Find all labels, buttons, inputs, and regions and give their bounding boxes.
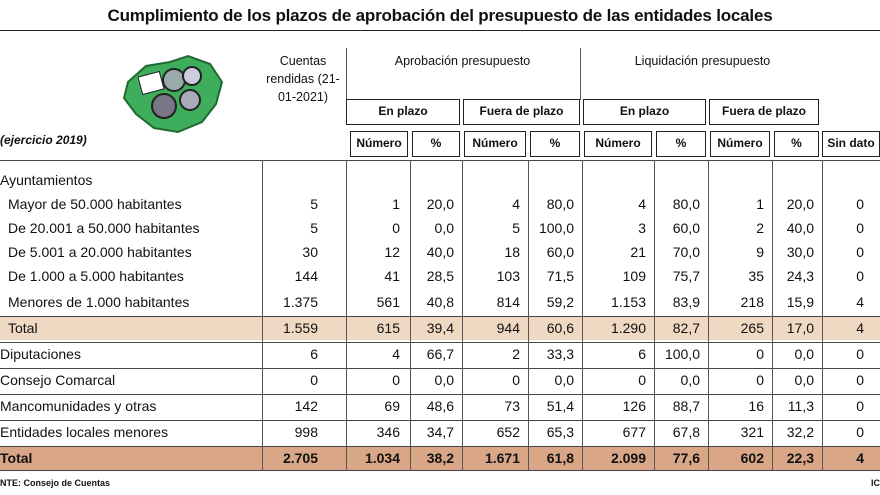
table-cell: 100,0 — [664, 346, 700, 362]
corner-mark: IC — [871, 478, 880, 488]
table-cell: 265 — [740, 320, 764, 336]
table-cell: 0,0 — [554, 372, 574, 388]
table-cell: 67,8 — [672, 424, 700, 440]
column-separator — [346, 160, 347, 470]
table-cell: 59,2 — [546, 294, 574, 310]
row-separator — [0, 420, 880, 421]
table-cell: 70,0 — [672, 244, 700, 260]
table-cell: 88,7 — [672, 398, 700, 414]
table-cell: 39,4 — [426, 320, 454, 336]
table-cell: 4 — [856, 450, 864, 466]
grand-total-row — [0, 446, 880, 470]
table-cell: 109 — [622, 268, 646, 284]
row-label: Total — [0, 450, 33, 466]
table-cell: 30 — [302, 244, 318, 260]
table-cell: 35 — [748, 268, 764, 284]
table-cell: 0 — [756, 372, 764, 388]
table-cell: 40,0 — [786, 220, 814, 236]
header-fuera-plazo-liq: Fuera de plazo — [709, 99, 819, 125]
row-label: Mayor de 50.000 habitantes — [8, 196, 182, 212]
table-cell: 9 — [756, 244, 764, 260]
header-divider — [346, 48, 347, 100]
table-cell: 0,0 — [680, 372, 700, 388]
header-fuera-plazo-aprob: Fuera de plazo — [463, 99, 580, 125]
table-cell: 80,0 — [672, 196, 700, 212]
row-label: Menores de 1.000 habitantes — [8, 294, 190, 310]
row-separator — [0, 368, 880, 369]
table-cell: 677 — [622, 424, 646, 440]
table-cell: 0 — [856, 268, 864, 284]
table-cell: 77,6 — [672, 450, 700, 466]
table-cell: 100,0 — [538, 220, 574, 236]
table-cell: 321 — [740, 424, 764, 440]
table-row — [0, 264, 880, 288]
table-cell: 66,7 — [426, 346, 454, 362]
table-cell: 48,6 — [426, 398, 454, 414]
table-cell: 561 — [376, 294, 400, 310]
table-cell: 5 — [310, 196, 318, 212]
table-row — [0, 240, 880, 264]
ejercicio-label: (ejercicio 2019) — [0, 133, 87, 147]
table-cell: 6 — [638, 346, 646, 362]
row-separator — [0, 446, 880, 447]
table-cell: 652 — [496, 424, 520, 440]
column-separator — [654, 160, 655, 470]
table-cell: 4 — [392, 346, 400, 362]
table-row — [0, 368, 880, 392]
column-separator — [582, 160, 583, 470]
header-pct: % — [774, 131, 819, 157]
table-cell: 1.034 — [364, 450, 400, 466]
table-cell: 71,5 — [546, 268, 574, 284]
table-cell: 126 — [622, 398, 646, 414]
column-separator — [822, 160, 823, 470]
header-en-plazo-liq: En plazo — [583, 99, 706, 125]
table-title: Cumplimiento de los plazos de aprobación del presupuesto de las entidades locales — [107, 6, 773, 25]
table-cell: 22,3 — [786, 450, 814, 466]
table-cell: 40,0 — [426, 244, 454, 260]
row-separator — [0, 342, 880, 343]
row-separator — [0, 394, 880, 395]
header-numero: Número — [710, 131, 770, 157]
source-note: NTE: Consejo de Cuentas — [0, 478, 111, 488]
header-liquidacion: Liquidación presupuesto — [634, 54, 771, 68]
table-cell: 602 — [740, 450, 764, 466]
table-cell: 40,8 — [426, 294, 454, 310]
table-cell: 11,3 — [787, 398, 814, 414]
table-cell: 0 — [856, 424, 864, 440]
table-cell: 60,0 — [672, 220, 700, 236]
column-separator — [462, 160, 463, 470]
table-cell: 0 — [392, 372, 400, 388]
table-cell: 41 — [384, 268, 400, 284]
table-cell: 15,9 — [786, 294, 814, 310]
header-pct: % — [412, 131, 460, 157]
table-cell: 60,6 — [546, 320, 574, 336]
table-cell: 1 — [392, 196, 400, 212]
table-cell: 80,0 — [546, 196, 574, 212]
table-cell: 61,8 — [546, 450, 574, 466]
table-cell: 60,0 — [546, 244, 574, 260]
header-aprobacion: Aprobación presupuesto — [394, 54, 531, 68]
table-cell: 2 — [512, 346, 520, 362]
table-cell: 5 — [512, 220, 520, 236]
table-cell: 1.671 — [484, 450, 520, 466]
table-row — [0, 342, 880, 366]
table-cell: 38,2 — [426, 450, 454, 466]
header-pct: % — [656, 131, 706, 157]
header-pct: % — [530, 131, 580, 157]
table-cell: 3 — [638, 220, 646, 236]
table-cell: 1.559 — [282, 320, 318, 336]
row-label: Consejo Comarcal — [0, 372, 116, 388]
table-cell: 0 — [512, 372, 520, 388]
table-row — [0, 394, 880, 418]
table-cell: 32,2 — [786, 424, 814, 440]
table-cell: 5 — [310, 220, 318, 236]
table-cell: 33,3 — [546, 346, 574, 362]
column-separator — [528, 160, 529, 470]
table-cell: 2 — [756, 220, 764, 236]
table-cell: 24,3 — [786, 268, 814, 284]
header-bottom-rule — [0, 160, 880, 161]
table-cell: 21 — [630, 244, 646, 260]
table-cell: 16 — [748, 398, 764, 414]
table-cell: 0 — [856, 244, 864, 260]
table-cell: 4 — [512, 196, 520, 212]
section-ayuntamientos: Ayuntamientos — [0, 172, 93, 188]
column-separator — [772, 160, 773, 470]
table-cell: 0,0 — [794, 372, 814, 388]
table-cell: 998 — [294, 424, 318, 440]
table-cell: 346 — [376, 424, 400, 440]
header-numero: Número — [350, 131, 408, 157]
table-cell: 6 — [310, 346, 318, 362]
table-cell: 0 — [856, 196, 864, 212]
table-row — [0, 192, 880, 216]
table-cell: 73 — [504, 398, 520, 414]
subtotal-row — [0, 316, 880, 340]
table-cell: 0,0 — [434, 220, 454, 236]
table-cell: 0 — [756, 346, 764, 362]
table-cell: 12 — [384, 244, 400, 260]
table-cell: 814 — [496, 294, 520, 310]
table-cell: 2.099 — [610, 450, 646, 466]
table-cell: 4 — [856, 294, 864, 310]
table-cell: 144 — [294, 268, 318, 284]
table-cell: 4 — [856, 320, 864, 336]
column-separator — [708, 160, 709, 470]
table-cell: 18 — [504, 244, 520, 260]
table-cell: 83,9 — [672, 294, 700, 310]
row-label: Diputaciones — [0, 346, 81, 362]
table-cell: 1.375 — [282, 294, 318, 310]
table-cell: 65,3 — [546, 424, 574, 440]
table-row — [0, 216, 880, 240]
table-cell: 4 — [638, 196, 646, 212]
table-cell: 0,0 — [434, 372, 454, 388]
table-row — [0, 420, 880, 444]
table-cell: 0 — [856, 372, 864, 388]
table-cell: 1 — [756, 196, 764, 212]
row-label: De 1.000 a 5.000 habitantes — [8, 268, 184, 284]
table-cell: 1.290 — [610, 320, 646, 336]
table-cell: 82,7 — [672, 320, 700, 336]
table-cell: 75,7 — [672, 268, 700, 284]
title-rule — [0, 30, 880, 31]
table-cell: 0 — [392, 220, 400, 236]
row-label: Mancomunidades y otras — [0, 398, 157, 414]
table-cell: 103 — [496, 268, 520, 284]
table-cell: 20,0 — [426, 196, 454, 212]
header-cuentas: Cuentas rendidas (21-01-2021) — [266, 54, 340, 104]
table-cell: 28,5 — [426, 268, 454, 284]
table-cell: 2.705 — [282, 450, 318, 466]
row-label: De 5.001 a 20.000 habitantes — [8, 244, 192, 260]
table-cell: 0,0 — [794, 346, 814, 362]
table-cell: 615 — [376, 320, 400, 336]
table-cell: 218 — [740, 294, 764, 310]
table-cell: 20,0 — [786, 196, 814, 212]
header-numero: Número — [464, 131, 526, 157]
table-cell: 51,4 — [546, 398, 574, 414]
header-sin-dato: Sin dato — [822, 131, 880, 157]
column-separator — [410, 160, 411, 470]
header-divider — [580, 48, 581, 100]
table-cell: 1.153 — [610, 294, 646, 310]
row-separator — [0, 470, 880, 471]
map-coins-logo — [118, 52, 230, 136]
table-cell: 0 — [856, 346, 864, 362]
table-cell: 34,7 — [426, 424, 454, 440]
table-cell: 69 — [384, 398, 400, 414]
table-cell: 0 — [310, 372, 318, 388]
header-en-plazo-aprob: En plazo — [346, 99, 460, 125]
column-separator — [262, 160, 263, 470]
table-cell: 944 — [496, 320, 520, 336]
row-label: Entidades locales menores — [0, 424, 169, 440]
row-separator — [0, 316, 880, 317]
table-cell: 0 — [638, 372, 646, 388]
table-cell: 30,0 — [786, 244, 814, 260]
table-cell: 142 — [294, 398, 318, 414]
table-cell: 0 — [856, 398, 864, 414]
table-row — [0, 290, 880, 314]
row-label: De 20.001 a 50.000 habitantes — [8, 220, 200, 236]
table-cell: 0 — [856, 220, 864, 236]
table-cell: 17,0 — [786, 320, 814, 336]
row-label: Total — [8, 320, 38, 336]
header-numero: Número — [584, 131, 652, 157]
